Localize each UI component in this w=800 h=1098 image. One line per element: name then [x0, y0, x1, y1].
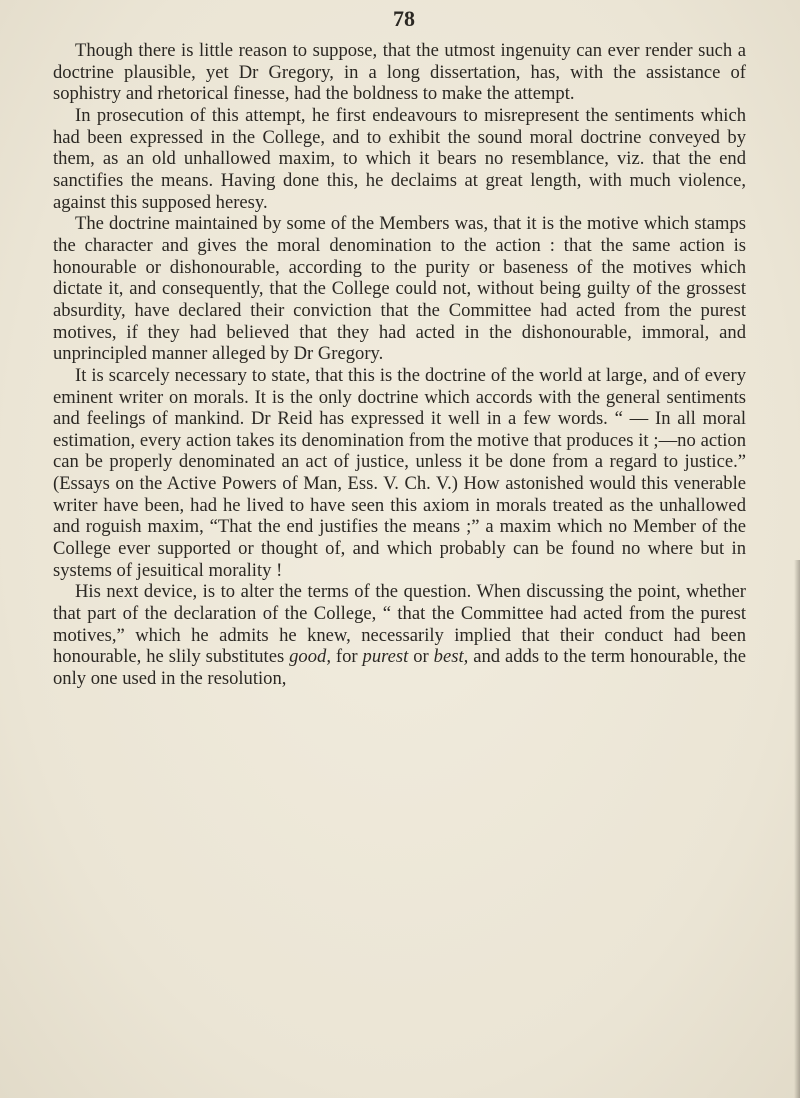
paragraph-1: Though there is little reason to suppose, that the utmost ingenuity can ever render such a doctrine plausible, yet Dr Gregory, in a long dissertation, has, with the assistance of sophistry and rhetorical finesse, had the boldness to make the attempt. [53, 40, 746, 105]
paragraph-3: The doctrine maintained by some of the Members was, that it is the motive which stamps the character and gives the moral denomination to the action : that the same action is honourable or dishonourable, according to the purity or baseness of the motives which dictate it, and consequently, that the College could not, without being guilty of the grossest absurdity, have declared their conviction that the Committee had acted from the purest motives, if they had believed that they had acted in the dishonourable, immoral, and unprincipled manner alleged by Dr Gregory. [53, 213, 746, 365]
italic-word-purest: purest [362, 646, 409, 668]
paragraph-4: It is scarcely necessary to state, that this is the doctrine of the world at large, and of every eminent writer on morals. It is the only doctrine which accords with the general sentiments and feelings of mankind. Dr Reid has expressed it well in a few words. “ — In all moral estimation, every action takes its denomination from the motive that produces it ;—no action can be properly denominated an act of justice, unless it be done from a regard to justice.” (Essays on the Active Powers of Man, Ess. V. Ch. V.) How astonished would this venerable writer have been, had he lived to have seen this axiom in morals treated as the unhallowed and roguish maxim, “That the end justifies the means ;” a maxim which no Member of the College ever supported or thought of, and which probably can be found no where but in systems of jesuitical morality ! [53, 364, 746, 581]
italic-word-good: good, [289, 646, 331, 668]
body-text [53, 40, 746, 690]
paragraph-5-text-2: for [330, 646, 363, 668]
page-number: 78 [393, 6, 415, 31]
paragraph-5-text-3: or [408, 646, 434, 668]
paragraph-5-text-1: His next device, is to alter the terms of the question. When discussing the point, whether that part of the declaration of the College, “ that the Committee had acted from the purest motives,” which he admits he knew, necessarily implied that their conduct had been honourable, he slily substitutes [53, 581, 746, 668]
paragraph-5-text-4: and adds to the term honourable, the only one used in the resolution, [53, 646, 746, 690]
italic-word-best: best, [433, 646, 469, 668]
page-edge-shadow [794, 560, 800, 1098]
paragraph-2: In prosecution of this attempt, he first endeavours to misrepresent the sentiments which had been expressed in the College, and to exhibit the sound moral doctrine conveyed by them, as an old unhallowed maxim, to which it bears no resemblance, viz. that the end sanctifies the means. Having done this, he declaims at great length, with much violence, against this supposed heresy. [53, 104, 746, 213]
paragraph-5 [53, 581, 746, 689]
